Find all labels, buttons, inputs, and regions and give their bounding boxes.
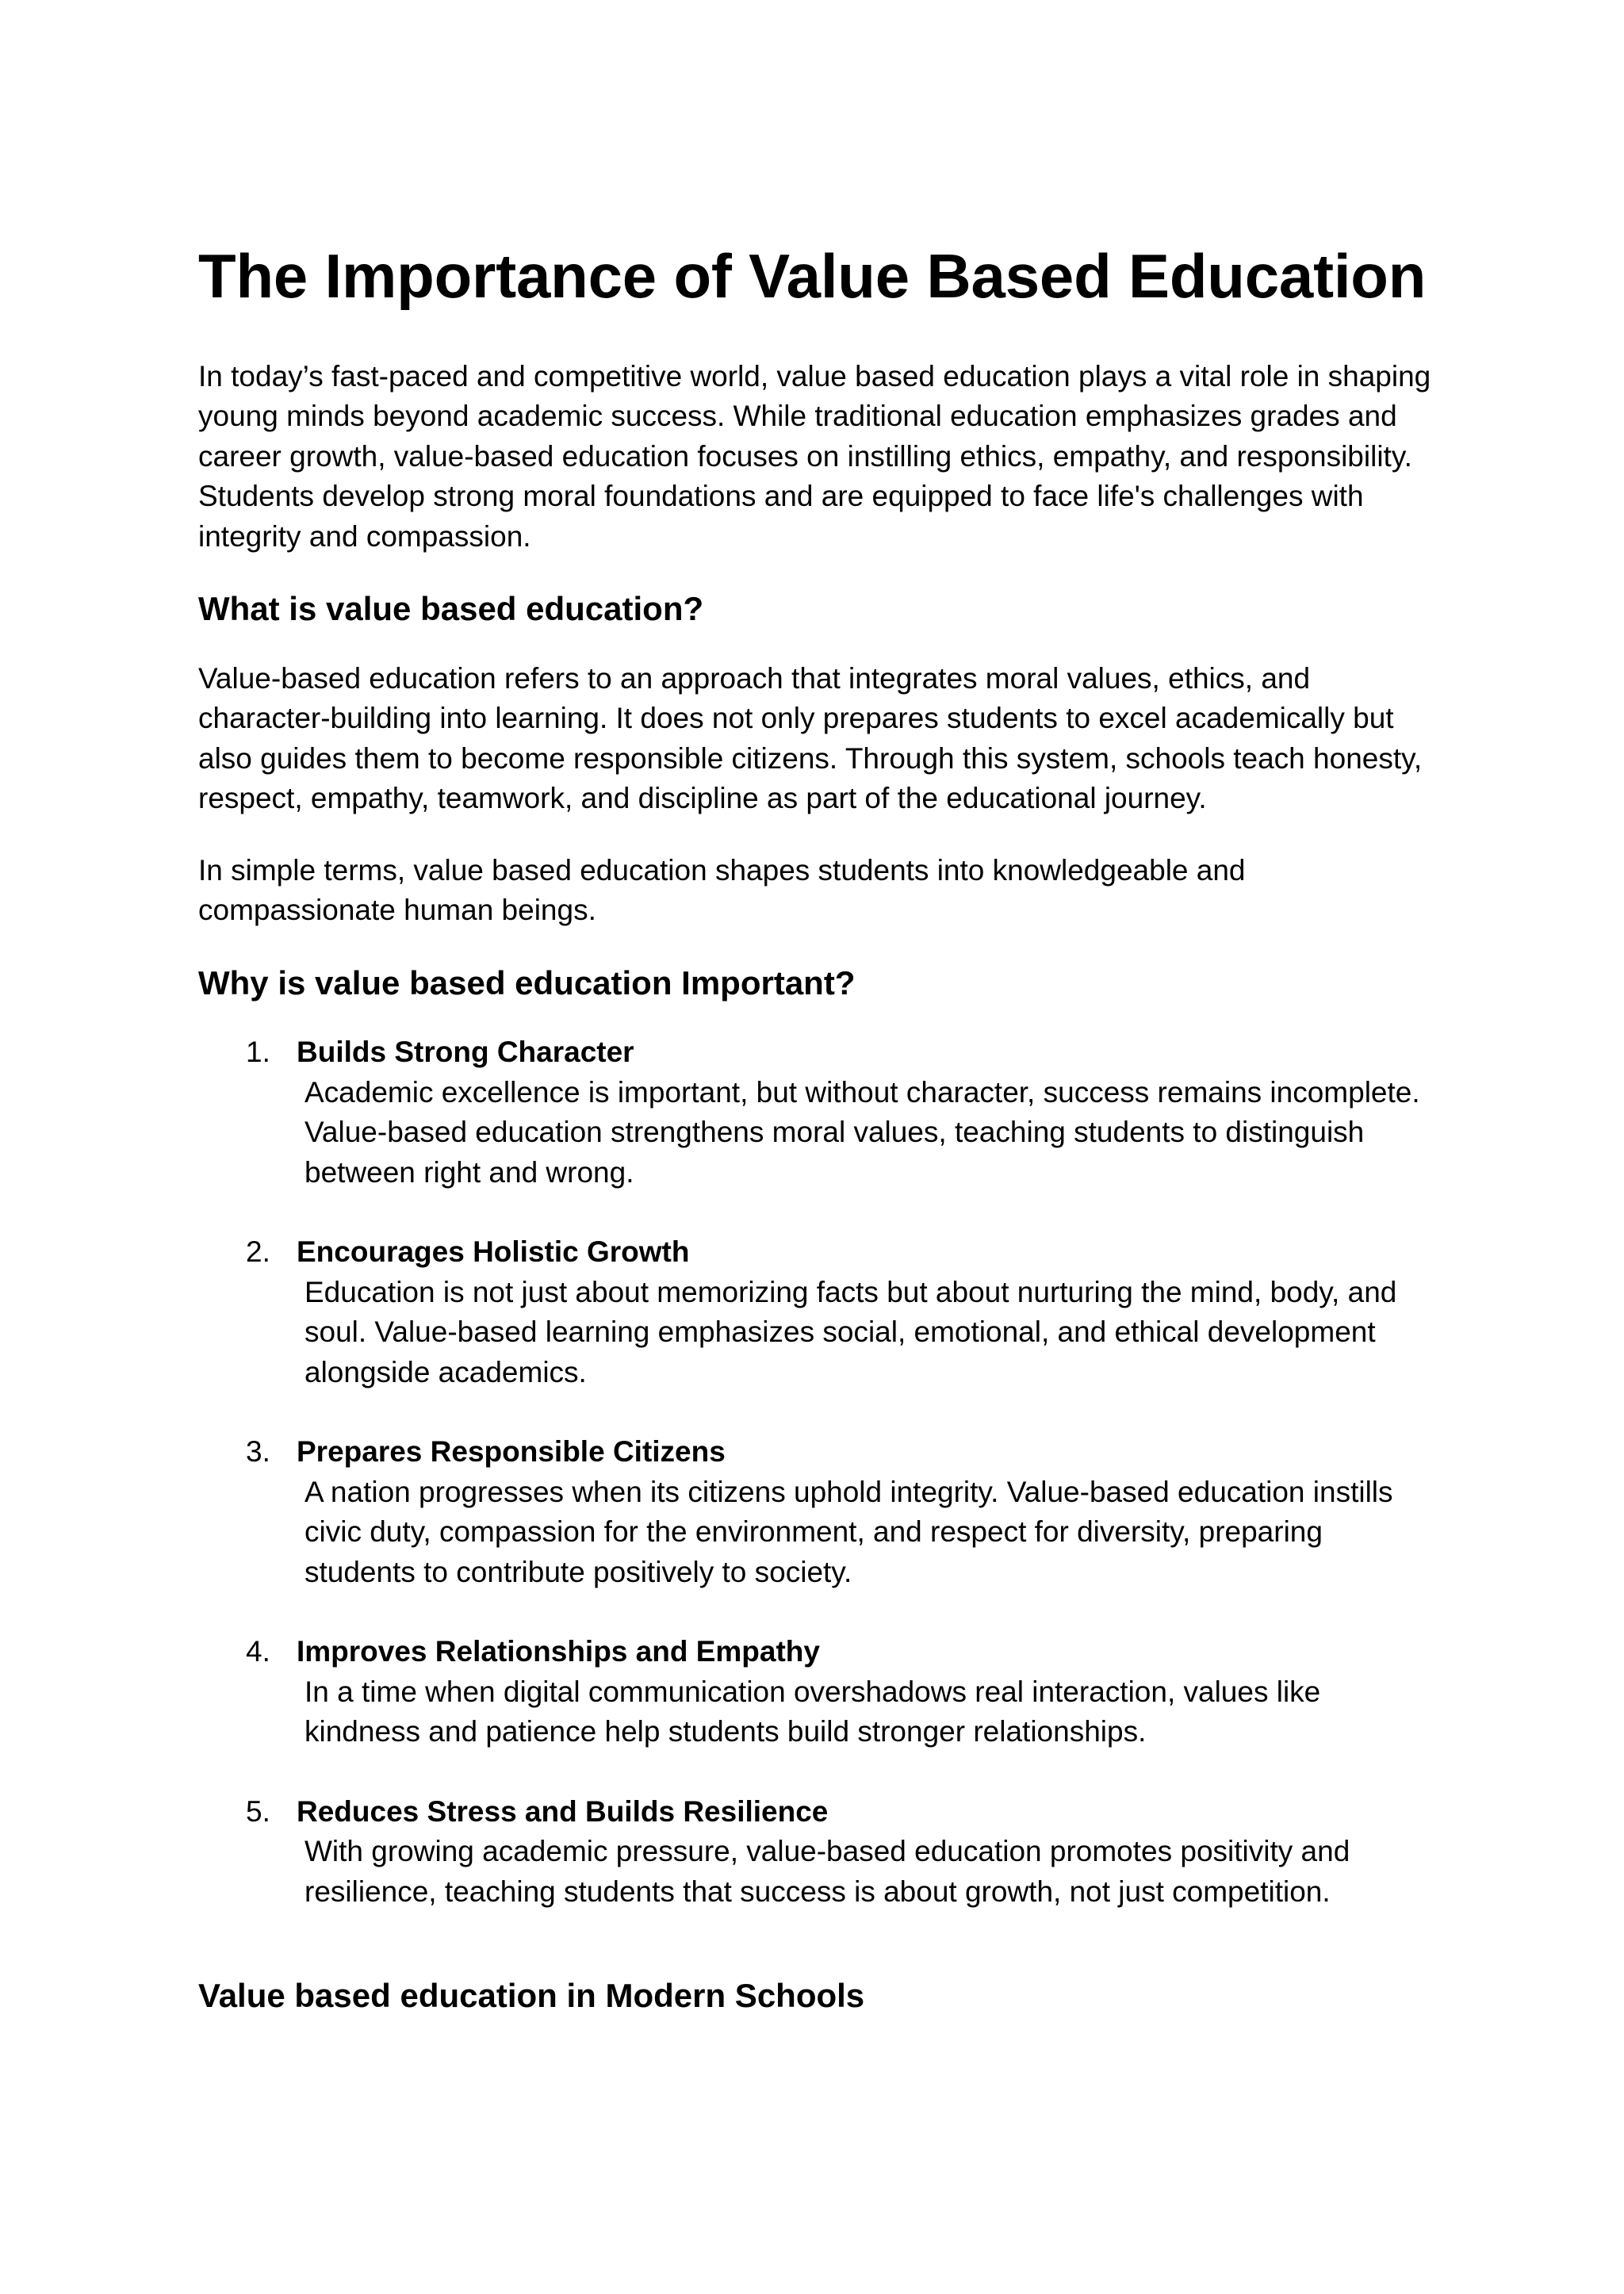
list-item-body: A nation progresses when its citizens uphold integrity. Value-based education instills civic duty, compassion for the environment, and respect for diversity, preparing students to contribute positively to society. <box>304 1475 1393 1588</box>
list-item-title: Reduces Stress and Builds Resilience <box>297 1794 829 1828</box>
list-item <box>198 1432 1435 1592</box>
list-item-number: 4. <box>246 1635 270 1668</box>
list-item-number: 3. <box>246 1435 270 1468</box>
list-item-title: Encourages Holistic Growth <box>297 1235 690 1268</box>
list-item <box>198 1232 1435 1392</box>
section-heading-modern-schools: Value based education in Modern Schools <box>198 1977 865 2014</box>
list-item <box>198 1032 1435 1193</box>
list-item-body: Education is not just about memorizing facts but about nurturing the mind, body, and soul. Value-based learning emphasizes social, emotional, and ethical development alongside academics. <box>304 1275 1397 1388</box>
list-item-body: In a time when digital communication overshadows real interaction, values like kindness and patience help students build stronger relationships. <box>304 1675 1321 1748</box>
list-item-title: Improves Relationships and Empathy <box>297 1635 820 1668</box>
list-item-number: 2. <box>246 1235 270 1268</box>
intro-paragraph: In today’s fast-paced and competitive world, value based education plays a vital role in shaping young minds beyond academic success. While traditional education emphasizes grades and career growth, value-based education focuses on instilling ethics, empathy, and responsibility. Students develop strong moral foundations and are equipped to face life's challenges with integrity and compassion. <box>198 359 1431 553</box>
definition-paragraph: Value-based education refers to an approach that integrates moral values, ethics, and character-building into learning. It does not only prepares students to excel academically but also guides them to become responsible citizens. Through this system, schools teach honesty, respect, empathy, teamwork, and discipline as part of the educational journey. <box>198 661 1423 814</box>
importance-list <box>198 1032 1435 1912</box>
list-item <box>198 1792 1435 1913</box>
list-item-title: Prepares Responsible Citizens <box>297 1435 726 1468</box>
summary-paragraph: In simple terms, value based education shapes students into knowledgeable and compassionate human beings. <box>198 853 1246 926</box>
list-item-title: Builds Strong Character <box>297 1036 634 1068</box>
section-heading-what-is: What is value based education? <box>198 590 704 627</box>
list-item-number: 5. <box>246 1794 270 1828</box>
list-item-number: 1. <box>246 1036 270 1068</box>
list-item <box>198 1632 1435 1752</box>
list-item-body: With growing academic pressure, value-based education promotes positivity and resilience, teaching students that success is about growth, not just competition. <box>304 1835 1350 1908</box>
document-page <box>198 238 1435 2046</box>
document-title: The Importance of Value Based Education <box>198 241 1427 311</box>
section-heading-why-important: Why is value based education Important? <box>198 963 856 1001</box>
list-item-body: Academic excellence is important, but without character, success remains incomplete. Value-based education strengthens moral values, teaching students to distinguish between right and wrong. <box>304 1075 1420 1189</box>
